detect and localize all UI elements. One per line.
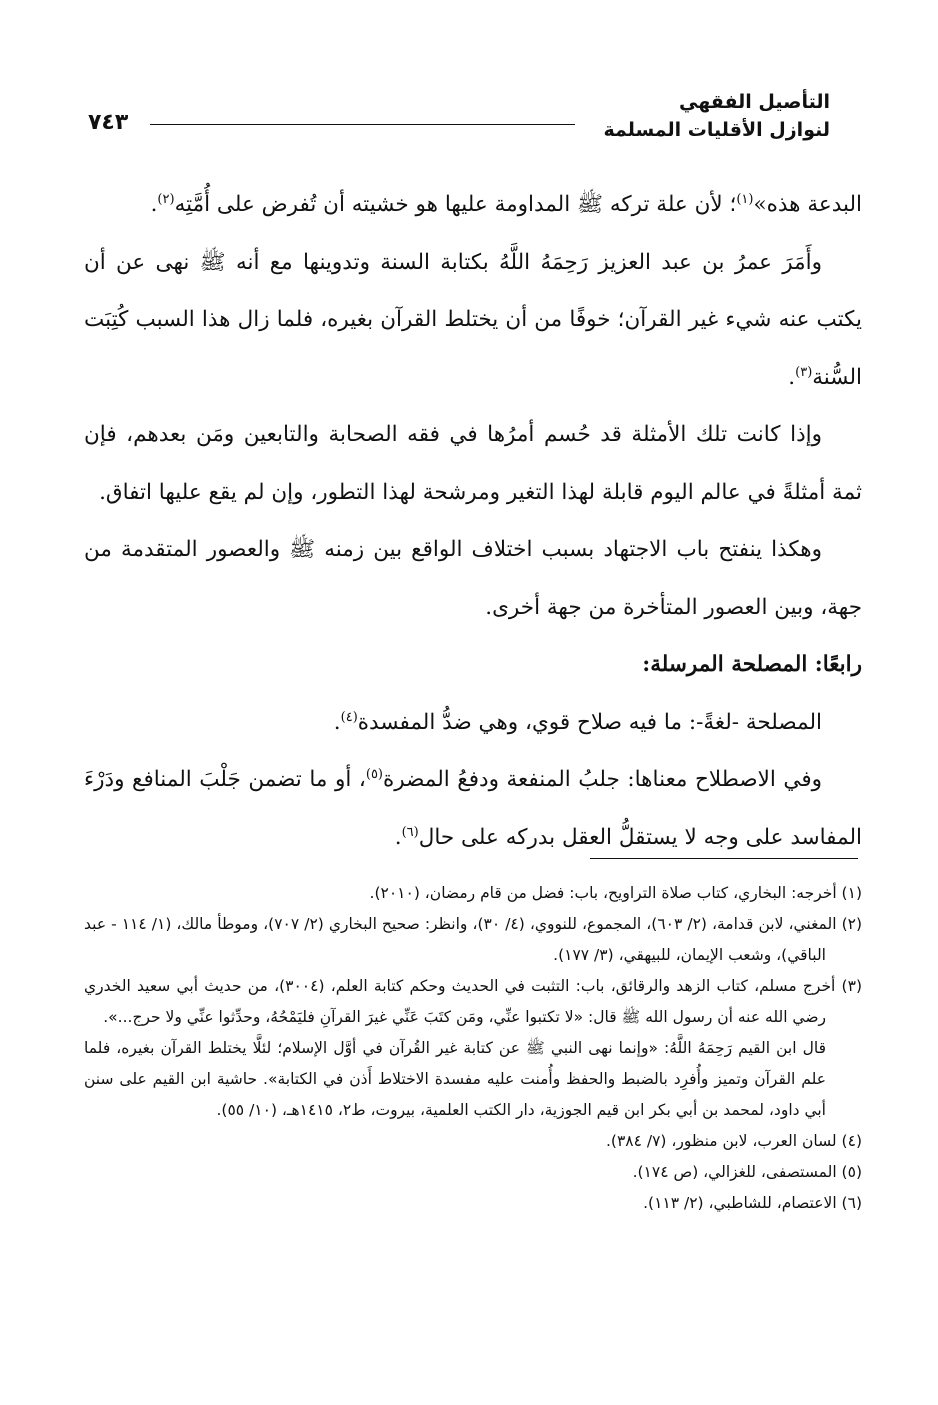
page-number: ٧٤٣ bbox=[88, 110, 129, 135]
header-title-line-2: لنوازل الأقليات المسلمة bbox=[603, 119, 830, 141]
footnote-ref-1[interactable]: (١) bbox=[736, 191, 754, 207]
footnote-separator bbox=[590, 858, 858, 859]
footnote-ref-4[interactable]: (٤) bbox=[340, 709, 358, 725]
footnotes bbox=[84, 878, 862, 1219]
header-title-line-1: التأصيل الفقهي bbox=[679, 91, 830, 113]
paragraph-2: وأَمَرَ عمرُ بن عبد العزيز رَحِمَهُ اللَّهُ بكتابة السنة وتدوينها مع أنه ﷺ نهى عن أن يكتب عنه شيء غير القرآن؛ خوفًا من أن يختلط القرآن بغيره، فلما زال هذا السبب كُتِبَت السُّنة$^{(٣)}$. bbox=[84, 249, 862, 390]
footnote-6: (٦) الاعتصام، للشاطبي، (٢/ ١١٣). bbox=[643, 1194, 862, 1212]
section-heading: رابعًا: المصلحة المرسلة: bbox=[642, 652, 862, 677]
footnote-2: (٢) المغني، لابن قدامة، (٢/ ٦٠٣)، المجموع، للنووي، (٤/ ٣٠)، وانظر: صحيح البخاري (٢/ ٧٠٧)، وموطأ مالك، (١/ ١١٤ - عبد الباقي)، وشعب الإيمان، للبيهقي، (٣/ ١٧٧). bbox=[84, 915, 863, 964]
running-header-title bbox=[570, 88, 830, 144]
paragraph-6: وفي الاصطلاح معناها: جلبُ المنفعة ودفعُ المضرة$^{(٥)}$، أو ما تضمن جَلْبَ المنافع ودَرْءَ المفاسد على وجه لا يستقلُّ العقل بدركه على حال$^{(٦)}$. bbox=[84, 766, 862, 850]
header-rule bbox=[150, 124, 575, 125]
footnote-5: (٥) المستصفى، للغزالي، (ص ١٧٤). bbox=[632, 1163, 862, 1181]
paragraph-5: المصلحة -لغةً-: ما فيه صلاح قوي، وهي ضدُّ المفسدة$^{(٤)}$. bbox=[333, 709, 822, 735]
paragraph-1: البدعة هذه»$^{(١)}$؛ لأن علة تركه ﷺ المداومة عليها هو خشيته أن تُفرض على أُمَّتِه$^{(٢)}$. bbox=[150, 191, 862, 217]
paragraph-4: وهكذا ينفتح باب الاجتهاد بسبب اختلاف الواقع بين زمنه ﷺ والعصور المتقدمة من جهة، وبين العصور المتأخرة من جهة أخرى. bbox=[84, 537, 862, 620]
footnote-4: (٤) لسان العرب، لابن منظور، (٧/ ٣٨٤). bbox=[605, 1132, 862, 1150]
footnote-ref-6[interactable]: (٦) bbox=[401, 824, 419, 840]
footnote-ref-3[interactable]: (٣) bbox=[795, 364, 813, 380]
footnote-3: (٣) أخرج مسلم، كتاب الزهد والرقائق، باب: التثبت في الحديث وحكم كتابة العلم، (٣٠٠٤)، من حديث أبي سعيد الخدري رضي الله عنه أن رسول الله ﷺ قال: «لا تكتبوا عنِّي، ومَن كتَبَ عَنِّي غيرَ القرآنِ فليَمْحُهُ، وحدِّثوا عنِّي ولا حرج...». bbox=[84, 977, 862, 1026]
footnote-3-continuation: قال ابن القيم رَحِمَهُ اللَّهُ: «وإنما نهى النبي ﷺ عن كتابة غير القُرآن في أوَّل الإسلام؛ لئلَّا يختلط القرآن بغيره، فلما علم القرآن وتميز وأُفرِد بالضبط والحفظ وأُمنت عليه مفسدة الاختلاط أَذن في الكتابة». حاشية ابن القيم على سنن أبي داود، لمحمد بن أبي بكر ابن قيم الجوزية، دار الكتب العلمية، بيروت، ط٢، ١٤١٥هـ، (١٠/ ٥٥). bbox=[84, 1039, 826, 1119]
main-text bbox=[84, 176, 862, 866]
footnote-ref-5[interactable]: (٥) bbox=[365, 766, 383, 782]
footnote-ref-2[interactable]: (٢) bbox=[157, 191, 175, 207]
paragraph-3: وإذا كانت تلك الأمثلة قد حُسم أمرُها في فقه الصحابة والتابعين ومَن بعدهم، فإن ثمة أمثلةً في عالم اليوم قابلة لهذا التغير ومرشحة لهذا التطور، وإن لم يقع عليها اتفاق. bbox=[84, 422, 862, 505]
footnote-1: (١) أخرجه: البخاري، كتاب صلاة التراويح، باب: فضل من قام رمضان، (٢٠١٠). bbox=[369, 884, 862, 902]
